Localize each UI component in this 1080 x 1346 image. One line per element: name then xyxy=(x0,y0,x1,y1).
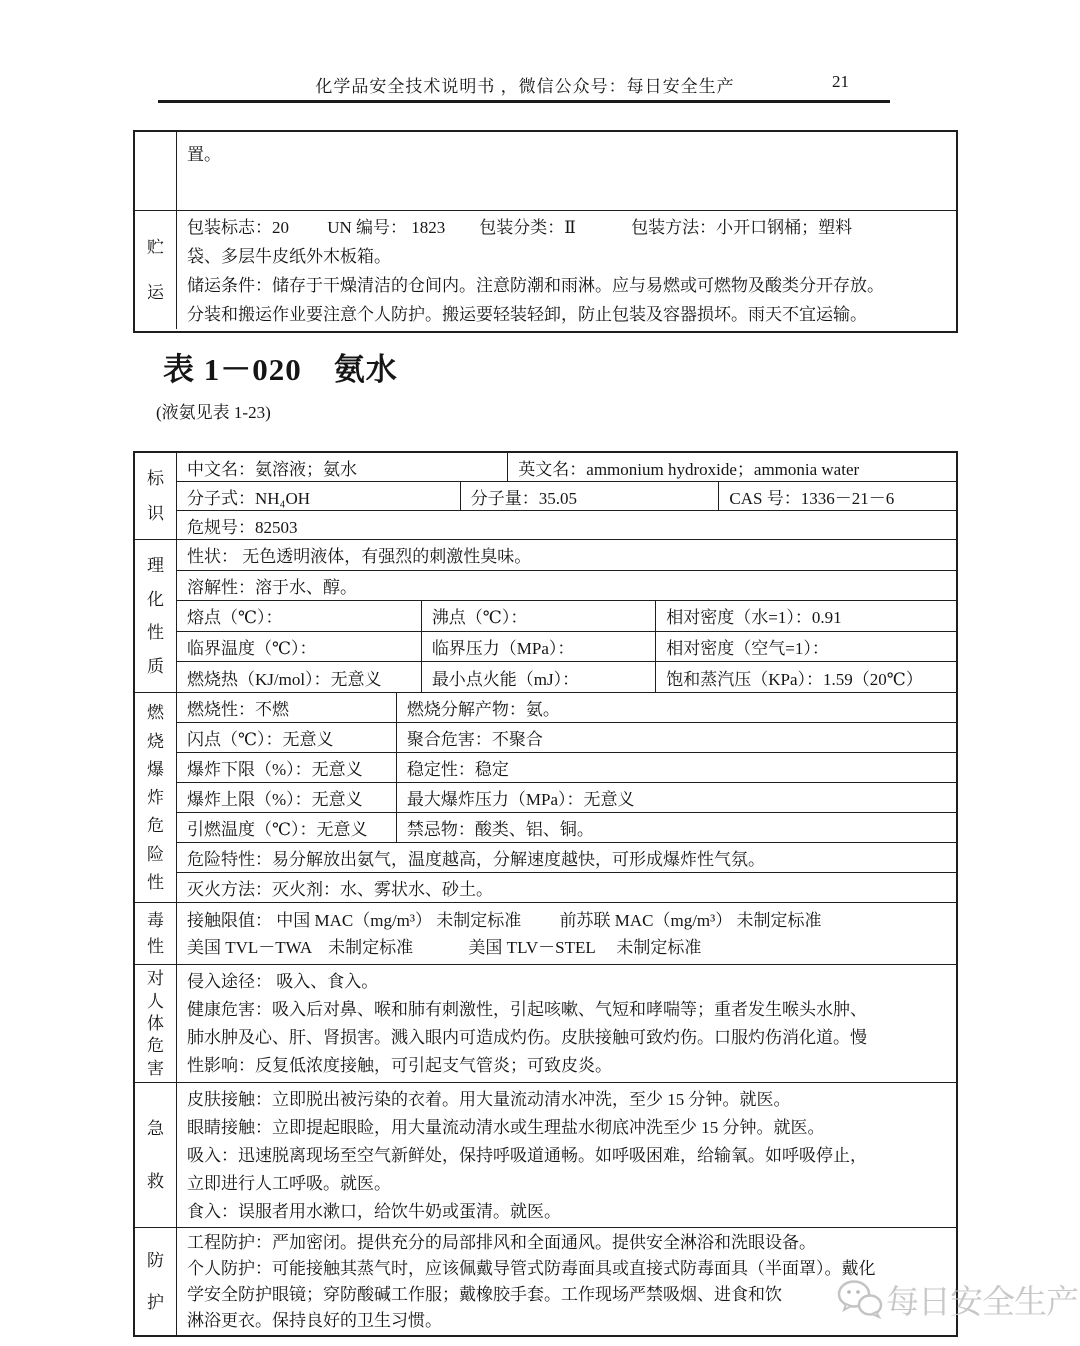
extinguishing-cell: 灭火方法：灭火剂：水、雾状水、砂土。 xyxy=(187,880,493,899)
formula-cell: 分子式：NH₄OH xyxy=(187,488,311,508)
first-aid-label: 急 救 xyxy=(135,1083,177,1227)
first-aid-line: 立即进行人工呼吸。就医。 xyxy=(187,1174,391,1193)
lel-cell: 爆炸下限（%）：无意义 xyxy=(187,760,363,779)
table-title: 表 1－020 氨水 xyxy=(163,352,398,387)
watermark-text: 每日安全生产 xyxy=(886,1283,1078,1320)
hazard-character-cell: 危险特性：易分解放出氨气，温度越高，分解速度越快，可形成爆炸性气氛。 xyxy=(187,850,765,869)
section-health-hazards xyxy=(135,964,956,1082)
health-line: 性影响：反复低浓度接触，可引起支气管炎；可致皮炎。 xyxy=(187,1056,612,1075)
min-ignition-energy-cell: 最小点火能（mJ）： xyxy=(421,662,655,692)
protection-line: 淋浴更衣。保持良好的卫生习惯。 xyxy=(187,1311,442,1330)
critical-pressure-cell: 临界压力（MPa）： xyxy=(421,632,655,662)
first-aid-line: 眼睛接触：立即提起眼睑，用大量流动清水或生理盐水彻底冲洗至少 15 分钟。就医。 xyxy=(187,1118,825,1137)
critical-temp-cell: 临界温度（℃）： xyxy=(187,639,317,659)
combustion-heat-cell: 燃烧热（KJ/mol）：无意义 xyxy=(187,669,382,689)
ignition-temp-cell: 引燃温度（℃）：无意义 xyxy=(187,820,368,839)
melting-point-cell: 熔点（℃）： xyxy=(187,608,283,628)
storage-continuation-row xyxy=(135,132,956,210)
chinese-name-cell: 中文名：氨溶液；氨水 xyxy=(187,459,357,479)
first-aid-line: 皮肤接触：立即脱出被污染的衣着。用大量流动清水冲洗，至少 15 分钟。就医。 xyxy=(187,1090,791,1109)
dg-number-cell: 危规号：82503 xyxy=(187,517,298,537)
protection-text xyxy=(177,1228,956,1337)
storage-line: 包装标志：20 UN 编号： 1823 包装分类：Ⅱ 包装方法：小开口钢桶；塑料 xyxy=(187,218,853,237)
storage-continuation-text: 置。 xyxy=(187,145,221,164)
protection-line: 工程防护：严加密闭。提供充分的局部排风和全面通风。提供安全淋浴和洗眼设备。 xyxy=(187,1233,816,1252)
incompatibles-cell: 禁忌物：酸类、铝、铜。 xyxy=(396,813,956,842)
table-subtitle: (液氨见表 1-23) xyxy=(156,403,271,422)
protection-line: 个人防护：可能接触其蒸气时，应该佩戴导管式防毒面具或直接式防毒面具（半面罩）。戴化 xyxy=(187,1259,876,1278)
section-toxicity xyxy=(135,902,956,964)
toxicity-line: 美国 TVL－TWA 未制定标准 美国 TLV－STEL 未制定标准 xyxy=(187,938,702,957)
uel-cell: 爆炸上限（%）：无意义 xyxy=(187,790,363,809)
health-line: 肺水肿及心、肝、肾损害。溅入眼内可造成灼伤。皮肤接触可致灼伤。口服灼伤消化道。慢 xyxy=(187,1028,867,1047)
english-name-cell: 英文名：ammonium hydroxide；ammonia water xyxy=(507,453,956,481)
first-aid-line: 食入：误服者用水漱口，给饮牛奶或蛋清。就医。 xyxy=(187,1202,561,1221)
first-aid-text xyxy=(177,1083,956,1229)
protection-label: 防 护 xyxy=(135,1228,177,1335)
fire-explosion-label: 燃 烧 爆 炸 危 险 性 xyxy=(135,693,177,902)
health-line: 健康危害：吸入后对鼻、喉和肺有刺激性，引起咳嗽、气短和哮喘等；重者发生喉头水肿、 xyxy=(187,1000,867,1019)
appearance-cell: 性状： 无色透明液体，有强烈的刺激性臭味。 xyxy=(187,547,532,567)
header-rule xyxy=(158,100,890,103)
storage-transport-table xyxy=(133,130,958,333)
flammability-cell: 燃烧性：不燃 xyxy=(187,700,289,719)
molecular-weight-cell: 分子量：35.05 xyxy=(460,482,719,510)
section-protection xyxy=(135,1227,956,1335)
section-identification xyxy=(135,453,956,539)
health-line: 侵入途径： 吸入、食入。 xyxy=(187,972,379,991)
storage-line: 袋、多层牛皮纸外木板箱。 xyxy=(187,247,391,266)
storage-main-row xyxy=(135,210,956,329)
stability-cell: 稳定性：稳定 xyxy=(396,753,956,782)
max-explosion-pressure-cell: 最大爆炸压力（MPa）：无意义 xyxy=(396,783,956,812)
toxicity-line: 接触限值： 中国 MAC（mg/m³） 未制定标准 前苏联 MAC（mg/m³） 未制定标准 xyxy=(187,911,822,930)
density-air-cell: 相对密度（空气=1）： xyxy=(655,632,956,662)
vapor-pressure-cell: 饱和蒸汽压（KPa）：1.59（20℃） xyxy=(655,662,956,692)
identification-label: 标 识 xyxy=(135,453,177,539)
page-number: 21 xyxy=(832,72,849,91)
toxicity-text xyxy=(177,903,956,964)
protection-line: 学安全防护眼镜；穿防酸碱工作服；戴橡胶手套。工作现场严禁吸烟、进食和饮 xyxy=(187,1285,782,1304)
storage-text xyxy=(177,211,956,332)
health-hazards-label: 对 人 体 危 害 xyxy=(135,965,177,1082)
toxicity-label: 毒 性 xyxy=(135,903,177,964)
health-hazards-text xyxy=(177,965,956,1083)
msds-table xyxy=(133,451,958,1337)
storage-line: 分装和搬运作业要注意个人防护。搬运要轻装轻卸，防止包装及容器损坏。雨天不宜运输。 xyxy=(187,305,867,324)
page-header-title: 化学品安全技术说明书 ，微信公众号：每日安全生产 xyxy=(315,77,735,96)
solubility-cell: 溶解性：溶于水、醇。 xyxy=(187,577,357,597)
storage-section-label: 贮 运 xyxy=(135,211,177,329)
storage-label-empty xyxy=(135,132,177,210)
section-first-aid xyxy=(135,1082,956,1227)
section-physical-properties xyxy=(135,539,956,692)
flash-point-cell: 闪点（℃）：无意义 xyxy=(187,730,334,749)
boiling-point-cell: 沸点（℃）： xyxy=(421,601,655,631)
decomposition-products-cell: 燃烧分解产物：氨。 xyxy=(396,693,956,722)
polymerization-cell: 聚合危害：不聚合 xyxy=(396,723,956,752)
physical-properties-label: 理 化 性 质 xyxy=(135,540,177,692)
first-aid-line: 吸入：迅速脱离现场至空气新鲜处，保持呼吸道通畅。如呼吸困难，给输氧。如呼吸停止， xyxy=(187,1146,867,1165)
section-fire-explosion xyxy=(135,692,956,902)
cas-number-cell: CAS 号：1336－21－6 xyxy=(718,482,956,510)
storage-line: 储运条件：储存于干燥清洁的仓间内。注意防潮和雨淋。应与易燃或可燃物及酸类分开存放。 xyxy=(187,276,884,295)
density-water-cell: 相对密度（水=1）：0.91 xyxy=(655,601,956,631)
